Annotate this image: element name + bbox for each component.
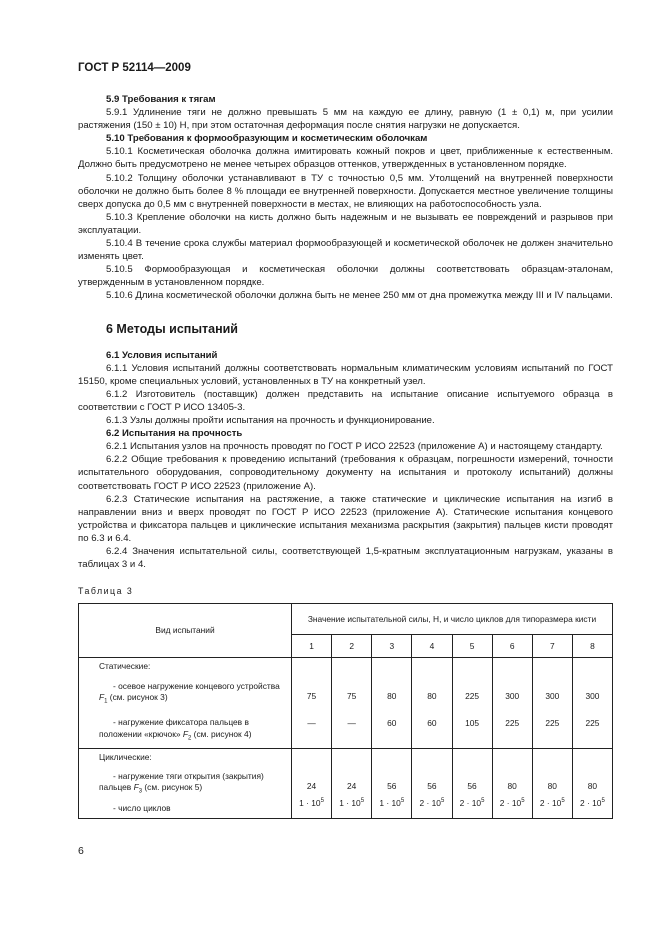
cyclic-values-size-8: 80 $2 \cdot 10^5$ <box>572 749 612 819</box>
static-tests-cell <box>79 658 292 749</box>
paragraph-5-10-4: 5.10.4 В течение срока службы материал формообразующей и косметической оболочек не должен значительно изменять цвет. <box>78 238 613 263</box>
paragraph-5-10-1: 5.10.1 Косметическая оболочка должна имитировать кожный покров и цвет, приближенные к естественным. Должно быть предусмотрено не менее четырех образцов оттенков, утвержденных в установленном порядке. <box>78 146 613 171</box>
static-values-size-6: 300 225 <box>492 658 532 749</box>
cyclic-values-size-4: 56 $2 \cdot 10^5$ <box>412 749 452 819</box>
paragraph-6-1-2: 6.1.2 Изготовитель (поставщик) должен представить на испытание описание испытуемого образца в соответствии с ГОСТ Р ИСО 13405-3. <box>78 388 613 413</box>
paragraph-6-2-1: 6.2.1 Испытания узлов на прочность проводят по ГОСТ Р ИСО 22523 (приложение А) и настоящему стандарту. <box>106 441 603 453</box>
static-values-size-4: 80 60 <box>412 658 452 749</box>
paragraph-5-10-6: 5.10.6 Длина косметической оболочки должна быть не менее 250 мм от дна промежутка между III и IV пальцами. <box>106 290 613 302</box>
static-hook-label: - нагружение фиксатора пальцев в положении «крючок» $F_2$ (см. рисунок 4) <box>99 717 252 742</box>
col-header-test-type: Вид испытаний <box>79 604 292 658</box>
static-values-size-1: 75 — <box>292 658 332 749</box>
static-values-size-8: 300 225 <box>572 658 612 749</box>
section-5-9-title: 5.9 Требования к тягам <box>106 94 216 105</box>
size-header: 3 <box>372 635 412 658</box>
cyclic-values-size-5: 56 $2 \cdot 10^5$ <box>452 749 492 819</box>
size-header: 4 <box>412 635 452 658</box>
table-row-cyclic <box>79 749 613 819</box>
paragraph-6-2-2: 6.2.2 Общие требования к проведению испытаний (требования к образцам, погрешности измерений, точности испытательного оборудования, сопроводительному документу на испытания и протоколу испытаний) должны соответствовать ГОСТ Р ИСО 22523 (приложение А). <box>78 454 613 492</box>
cyclic-label: Циклические: <box>99 752 152 763</box>
static-label: Статические: <box>99 661 151 672</box>
section-6-2-title: 6.2 Испытания на прочность <box>106 428 243 440</box>
cyclic-tests-cell <box>79 749 292 819</box>
cyclic-values-size-2: 24 $1 \cdot 10^5$ <box>332 749 372 819</box>
size-header: 6 <box>492 635 532 658</box>
paragraph-5-10-2: 5.10.2 Толщину оболочки устанавливают в ТУ с точностью 0,5 мм. Утолщений на внутренней поверхности оболочки не должно быть более 8 % площади ее внутренней поверхности. Допускается местное увеличение толщины сверх допуска до 0,5 мм с внутренней поверхности в местах, не влияющих на работоспособность узла. <box>78 172 613 210</box>
size-header: 8 <box>572 635 612 658</box>
size-header: 7 <box>532 635 572 658</box>
page-number: 6 <box>78 845 84 857</box>
cycles-label: - число циклов <box>113 803 171 814</box>
paragraph-5-9-1: 5.9.1 Удлинение тяги не должно превышать 5 мм на каждую ее длину, равную (1 ± 0,1) м, при усилии растяжения (150 ± 10) Н, при этом остаточная деформация после снятия нагрузки не допускается. <box>78 107 613 132</box>
paragraph-6-1-1: 6.1.1 Условия испытаний должны соответствовать нормальным климатическим условиям испытаний по ГОСТ 15150, кроме специальных условий, установленных в ТУ на конкретный узел. <box>78 362 613 387</box>
static-values-size-5: 225 105 <box>452 658 492 749</box>
cyclic-tendon-label: - нагружение тяги открытия (закрытия) пальцев $F_3$ (см. рисунок 5) <box>99 770 264 795</box>
paragraph-5-10-3: 5.10.3 Крепление оболочки на кисть должно быть надежным и не вызывать ее повреждений и разрывов при эксплуатации. <box>78 211 613 236</box>
paragraph-5-10-5: 5.10.5 Формообразующая и косметическая оболочки должны соответствовать образцам-эталонам, утвержденным в установленном порядке. <box>78 264 613 289</box>
table-caption: Таблица 3 <box>78 586 134 597</box>
section-6-1-title: 6.1 Условия испытаний <box>106 349 218 361</box>
cyclic-values-size-7: 80 $2 \cdot 10^5$ <box>532 749 572 819</box>
size-header: 1 <box>292 635 332 658</box>
section-5-10-title: 5.10 Требования к формообразующим и косметическим оболочкам <box>106 133 428 145</box>
col-header-group: Значение испытательной силы, Н, и число циклов для типоразмера кисти <box>292 604 613 635</box>
cyclic-values-size-1: 24 $1 \cdot 10^5$ <box>292 749 332 819</box>
table-3 <box>78 603 613 819</box>
section-6-title: 6 Методы испытаний <box>106 321 238 336</box>
size-header: 2 <box>332 635 372 658</box>
cyclic-values-size-6: 80 $2 \cdot 10^5$ <box>492 749 532 819</box>
static-values-size-7: 300 225 <box>532 658 572 749</box>
static-values-size-3: 80 60 <box>372 658 412 749</box>
paragraph-6-2-3: 6.2.3 Статические испытания на растяжение, а также статические и циклические испытания на изгиб в направлении вниз и вверх проводят по ГОСТ Р ИСО 22523 (приложение А). Статические испытания концевого устройства и фиксатора пальцев и циклические испытания механизма раскрытия (закрытия) пальцев кисти проводят по 6.3 и 6.4. <box>78 493 613 544</box>
paragraph-6-2-4: 6.2.4 Значения испытательной силы, соответствующей 1,5-кратным эксплуатационным нагрузкам, указаны в таблицах 3 и 4. <box>78 546 613 571</box>
size-header: 5 <box>452 635 492 658</box>
document-body <box>78 93 613 819</box>
document-header: ГОСТ Р 52114—2009 <box>78 62 191 74</box>
paragraph-6-1-3: 6.1.3 Узлы должны пройти испытания на прочность и функционирование. <box>106 415 435 427</box>
table-row-static <box>79 658 613 749</box>
cyclic-values-size-3: 56 $1 \cdot 10^5$ <box>372 749 412 819</box>
static-axial-label: - осевое нагружение концевого устройства $F_1$ (см. рисунок 3) <box>99 680 280 705</box>
static-values-size-2: 75 — <box>332 658 372 749</box>
